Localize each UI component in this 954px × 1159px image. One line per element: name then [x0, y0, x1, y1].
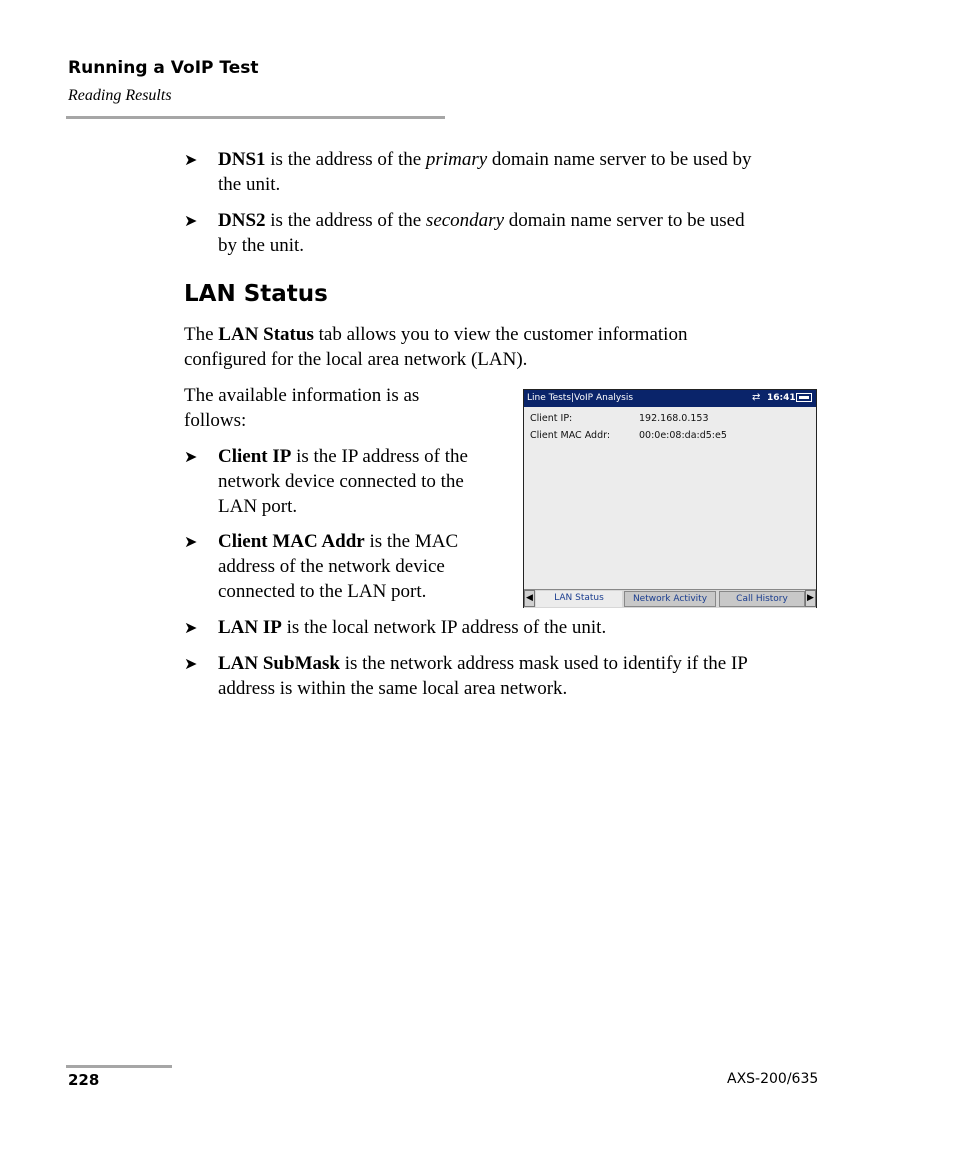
bullet-arrow-icon: ➤ — [184, 152, 198, 169]
text: The available information is as — [184, 385, 420, 406]
text: address of the network device — [218, 556, 445, 577]
device-clock: 16:41 — [767, 393, 796, 403]
text: is the address of the — [265, 210, 426, 231]
bullet-lan-submask — [184, 651, 824, 701]
section-title: LAN Status — [184, 281, 328, 307]
available-paragraph — [184, 383, 504, 433]
text: the unit. — [218, 174, 281, 195]
bullet-client-ip — [184, 444, 514, 519]
client-mac-value: 00:0e:08:da:d5:e5 — [639, 430, 727, 441]
bullet-client-mac — [184, 529, 514, 604]
client-ip-label: Client IP: — [530, 413, 573, 424]
text: configured for the local area network (LAN). — [184, 349, 528, 370]
bullet-lan-ip — [184, 615, 824, 641]
text: connected to the LAN port. — [218, 581, 427, 602]
text: is the MAC — [364, 531, 459, 552]
emphasis: primary — [425, 149, 488, 170]
device-title: Line Tests|VoIP Analysis — [527, 393, 634, 403]
text: address is within the same local area network. — [218, 678, 568, 699]
intro-paragraph — [184, 322, 804, 372]
network-arrows-icon: ⇄ — [752, 392, 761, 403]
emphasis: secondary — [425, 210, 505, 231]
term: Client MAC Addr — [218, 531, 365, 552]
text: is the local network IP address of the unit. — [281, 617, 607, 638]
text: The — [184, 324, 219, 345]
text: network device connected to the — [218, 471, 464, 492]
text: follows: — [184, 410, 247, 431]
term: LAN Status — [218, 324, 314, 345]
term: Client IP — [218, 446, 292, 467]
device-screenshot — [523, 389, 817, 608]
text: by the unit. — [218, 235, 305, 256]
client-mac-label: Client MAC Addr: — [530, 430, 611, 441]
triangle-left-icon[interactable]: ◀ — [524, 590, 535, 607]
device-titlebar — [524, 390, 816, 407]
text: is the network address mask used to identify if the IP — [339, 653, 748, 674]
chapter-title: Running a VoIP Test — [68, 58, 259, 78]
term: LAN SubMask — [218, 653, 340, 674]
term: DNS1 — [218, 149, 266, 170]
header-rule — [66, 116, 445, 119]
bullet-arrow-icon: ➤ — [184, 656, 198, 673]
text: is the address of the — [265, 149, 426, 170]
tab-network-activity[interactable]: Network Activity — [624, 591, 716, 607]
section-subtitle: Reading Results — [68, 87, 172, 104]
bullet-arrow-icon: ➤ — [184, 449, 198, 466]
text: tab allows you to view the customer information — [313, 324, 688, 345]
text: domain name server to be used — [504, 210, 745, 231]
bullet-dns1 — [184, 147, 824, 197]
text: is the IP address of the — [291, 446, 468, 467]
text: LAN port. — [218, 496, 298, 517]
tab-call-history[interactable]: Call History — [719, 591, 805, 607]
bullet-arrow-icon: ➤ — [184, 620, 198, 637]
battery-icon — [796, 393, 812, 402]
tab-lan-status[interactable]: LAN Status — [536, 591, 622, 607]
product-model: AXS-200/635 — [727, 1071, 819, 1087]
page-number: 228 — [68, 1071, 100, 1089]
text: domain name server to be used by — [487, 149, 752, 170]
term: DNS2 — [218, 210, 266, 231]
device-tab-bar — [524, 589, 816, 608]
footer-rule — [66, 1065, 172, 1068]
bullet-dns2 — [184, 208, 824, 258]
bullet-arrow-icon: ➤ — [184, 534, 198, 551]
client-ip-value: 192.168.0.153 — [639, 413, 709, 424]
triangle-right-icon[interactable]: ▶ — [805, 590, 816, 607]
bullet-arrow-icon: ➤ — [184, 213, 198, 230]
term: LAN IP — [218, 617, 282, 638]
